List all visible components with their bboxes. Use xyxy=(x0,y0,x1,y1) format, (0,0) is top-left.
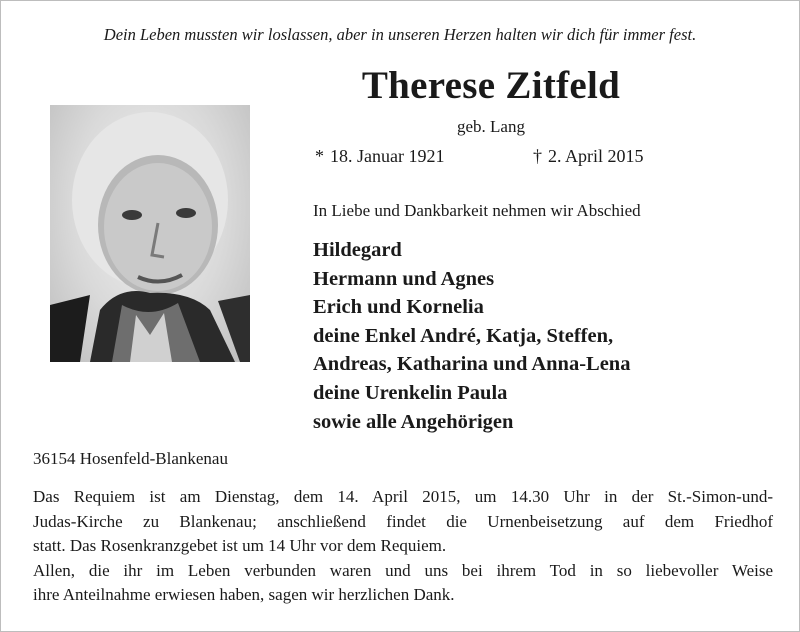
mourner-line: Hermann und Agnes xyxy=(313,267,495,290)
service-information xyxy=(33,485,773,608)
mourner-line: deine Enkel André, Katja, Steffen, xyxy=(313,324,614,347)
portrait-photo xyxy=(50,105,250,362)
birth-date: 18. Januar 1921 xyxy=(330,146,445,166)
farewell-line: In Liebe und Dankbarkeit nehmen wir Abschied xyxy=(313,201,641,220)
service-line: Judas-Kirche zu Blankenau; anschließend findet die Urnenbeisetzung auf dem Friedhof xyxy=(33,511,773,531)
mourner-line: Andreas, Katharina und Anna-Lena xyxy=(313,353,631,376)
deceased-name: Therese Zitfeld xyxy=(361,64,621,107)
mourner-line: Erich und Kornelia xyxy=(313,296,484,319)
mourners-list xyxy=(313,236,630,436)
service-line: statt. Das Rosenkranzgebet ist um 14 Uhr vor dem Requiem. xyxy=(33,536,447,555)
birth-star-icon: * xyxy=(315,146,324,166)
portrait-photo-icon xyxy=(50,105,250,362)
thanks-line: Allen, die ihr im Leben verbunden waren und uns bei ihrem Tod in so liebevoller Weise xyxy=(33,560,773,580)
mourner-line: deine Urenkelin Paula xyxy=(313,381,508,404)
service-line: Das Requiem ist am Dienstag, dem 14. April 2015, um 14.30 Uhr in der St.-Simon-und- xyxy=(33,487,773,506)
thanks-line: ihre Anteilnahme erwiesen haben, sagen wir herzlichen Dank. xyxy=(33,585,455,604)
death-date-group xyxy=(533,146,644,167)
maiden-name: geb. Lang xyxy=(457,117,525,136)
motto-text: Dein Leben mussten wir loslassen, aber in unseren Herzen halten wir dich für immer fest. xyxy=(103,25,697,44)
mourner-line: Hildegard xyxy=(313,239,402,261)
death-date: 2. April 2015 xyxy=(548,146,644,166)
birth-date-group xyxy=(315,146,444,167)
mourner-line: sowie alle Angehörigen xyxy=(313,410,514,433)
address-line: 36154 Hosenfeld-Blankenau xyxy=(33,449,228,468)
death-cross-icon: † xyxy=(533,146,542,166)
